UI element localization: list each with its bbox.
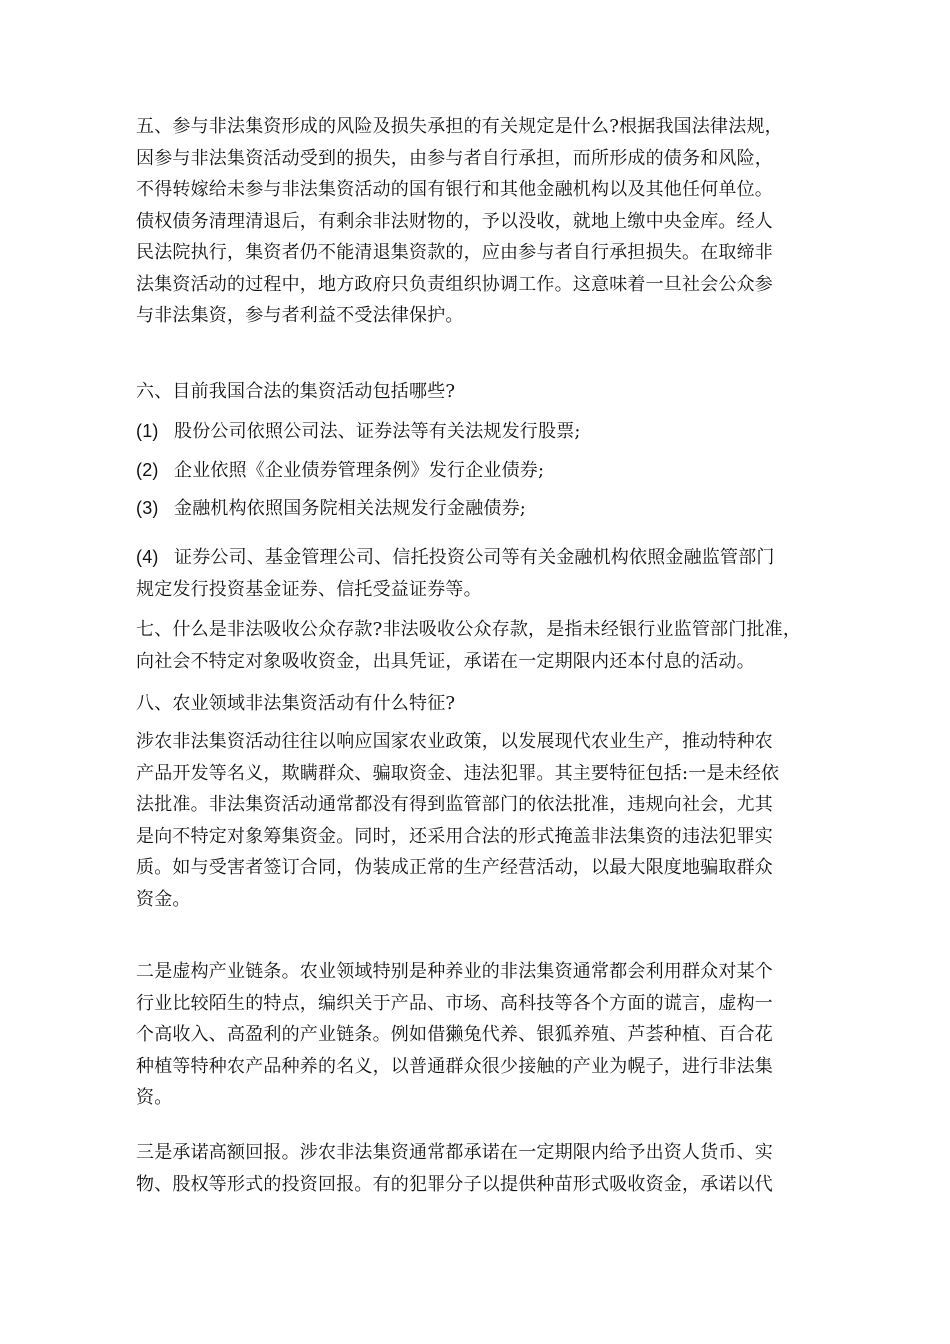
text-line: 向社会不特定对象吸收资金，出具凭证，承诺在一定期限内还本付息的活动。 — [136, 650, 755, 672]
text-line: 行业比较陌生的特点，编织关于产品、市场、高科技等各个方面的谎言，虚构一 — [136, 992, 773, 1014]
section-8-paragraph-3 — [136, 1137, 826, 1200]
list-item-1 — [136, 416, 826, 448]
text-line: 涉农非法集资活动往往以响应国家农业政策，以发展现代农业生产，推动特种农 — [136, 731, 773, 752]
text-line: 三是承诺高额回报。涉农非法集资通常都承诺在一定期限内给予出资人货币、实 — [136, 1142, 773, 1163]
section-8-paragraph-1 — [136, 726, 826, 915]
heading-text: 八、农业领域非法集资活动有什么特征? — [136, 693, 456, 714]
text-line: 五、参与非法集资形成的风险及损失承担的有关规定是什么?根据我国法律法规， — [136, 116, 783, 137]
section-8-heading — [136, 688, 826, 720]
list-text: 金融机构依照国务院相关法规发行金融债券; — [174, 498, 527, 519]
text-line: 法集资活动的过程中，地方政府只负责组织协调工作。这意味着一旦社会公众参 — [136, 273, 773, 295]
text-line: 物、股权等形式的投资回报。有的犯罪分子以提供种苗形式吸收资金，承诺以代 — [136, 1173, 773, 1195]
text-line: 二是虚构产业链条。农业领域特别是种养业的非法集资通常都会利用群众对某个 — [136, 961, 773, 982]
list-text: 证券公司、基金管理公司、信托投资公司等有关金融机构依照金融监管部门 — [174, 547, 775, 568]
text-line: 债权债务清理清退后，有剩余非法财物的，予以没收，就地上缴中央金库。经人 — [136, 210, 773, 232]
text-line: 质。如与受害者签订合同，伪装成正常的生产经营活动，以最大限度地骗取群众 — [136, 857, 773, 878]
text-line: 民法院执行，集资者仍不能清退集资款的，应由参与者自行承担损失。在取缔非 — [136, 242, 773, 263]
text-line: 七、什么是非法吸收公众存款?非法吸收公众存款，是指未经银行业监管部门批准， — [136, 619, 802, 640]
list-number: (3) — [136, 498, 159, 518]
text-line: 资。 — [136, 1087, 173, 1108]
heading-text: 六、目前我国合法的集资活动包括哪些? — [136, 381, 456, 402]
text-line: 产品开发等名义，欺瞒群众、骗取资金、违法犯罪。其主要特征包括:一是未经依 — [136, 762, 780, 784]
list-item-3 — [136, 493, 826, 525]
section-5-paragraph — [136, 111, 826, 332]
text-line: 与非法集资，参与者利益不受法律保护。 — [136, 305, 464, 326]
list-item-2 — [136, 455, 826, 487]
list-item-4 — [136, 542, 826, 605]
text-line: 个高收入、高盈利的产业链条。例如借獭兔代养、银狐养殖、芦荟种植、百合花 — [136, 1024, 773, 1045]
section-8-paragraph-2 — [136, 956, 826, 1114]
list-number: (1) — [136, 421, 159, 441]
list-text: 股份公司依照公司法、证券法等有关法规发行股票; — [174, 421, 581, 442]
list-text: 企业依照《企业债券管理条例》发行企业债券; — [174, 460, 545, 481]
text-line: 资金。 — [136, 888, 191, 910]
text-line: 种植等特种农产品种养的名义，以普通群众很少接触的产业为幌子，进行非法集 — [136, 1055, 773, 1077]
section-6-heading — [136, 376, 826, 408]
text-line: 法批准。非法集资活动通常都没有得到监管部门的依法批准，违规向社会，尤其 — [136, 794, 773, 815]
text-line: 因参与非法集资活动受到的损失，由参与者自行承担，而所形成的债务和风险， — [136, 147, 773, 169]
text-line: 不得转嫁给未参与非法集资活动的国有银行和其他金融机构以及其他任何单位。 — [136, 179, 773, 200]
section-7-paragraph — [136, 614, 826, 677]
list-text-continued: 规定发行投资基金证券、信托受益证券等。 — [136, 578, 482, 600]
list-number: (2) — [136, 460, 159, 480]
list-number: (4) — [136, 547, 159, 567]
text-line: 是向不特定对象筹集资金。同时，还采用合法的形式掩盖非法集资的违法犯罪实 — [136, 825, 773, 847]
